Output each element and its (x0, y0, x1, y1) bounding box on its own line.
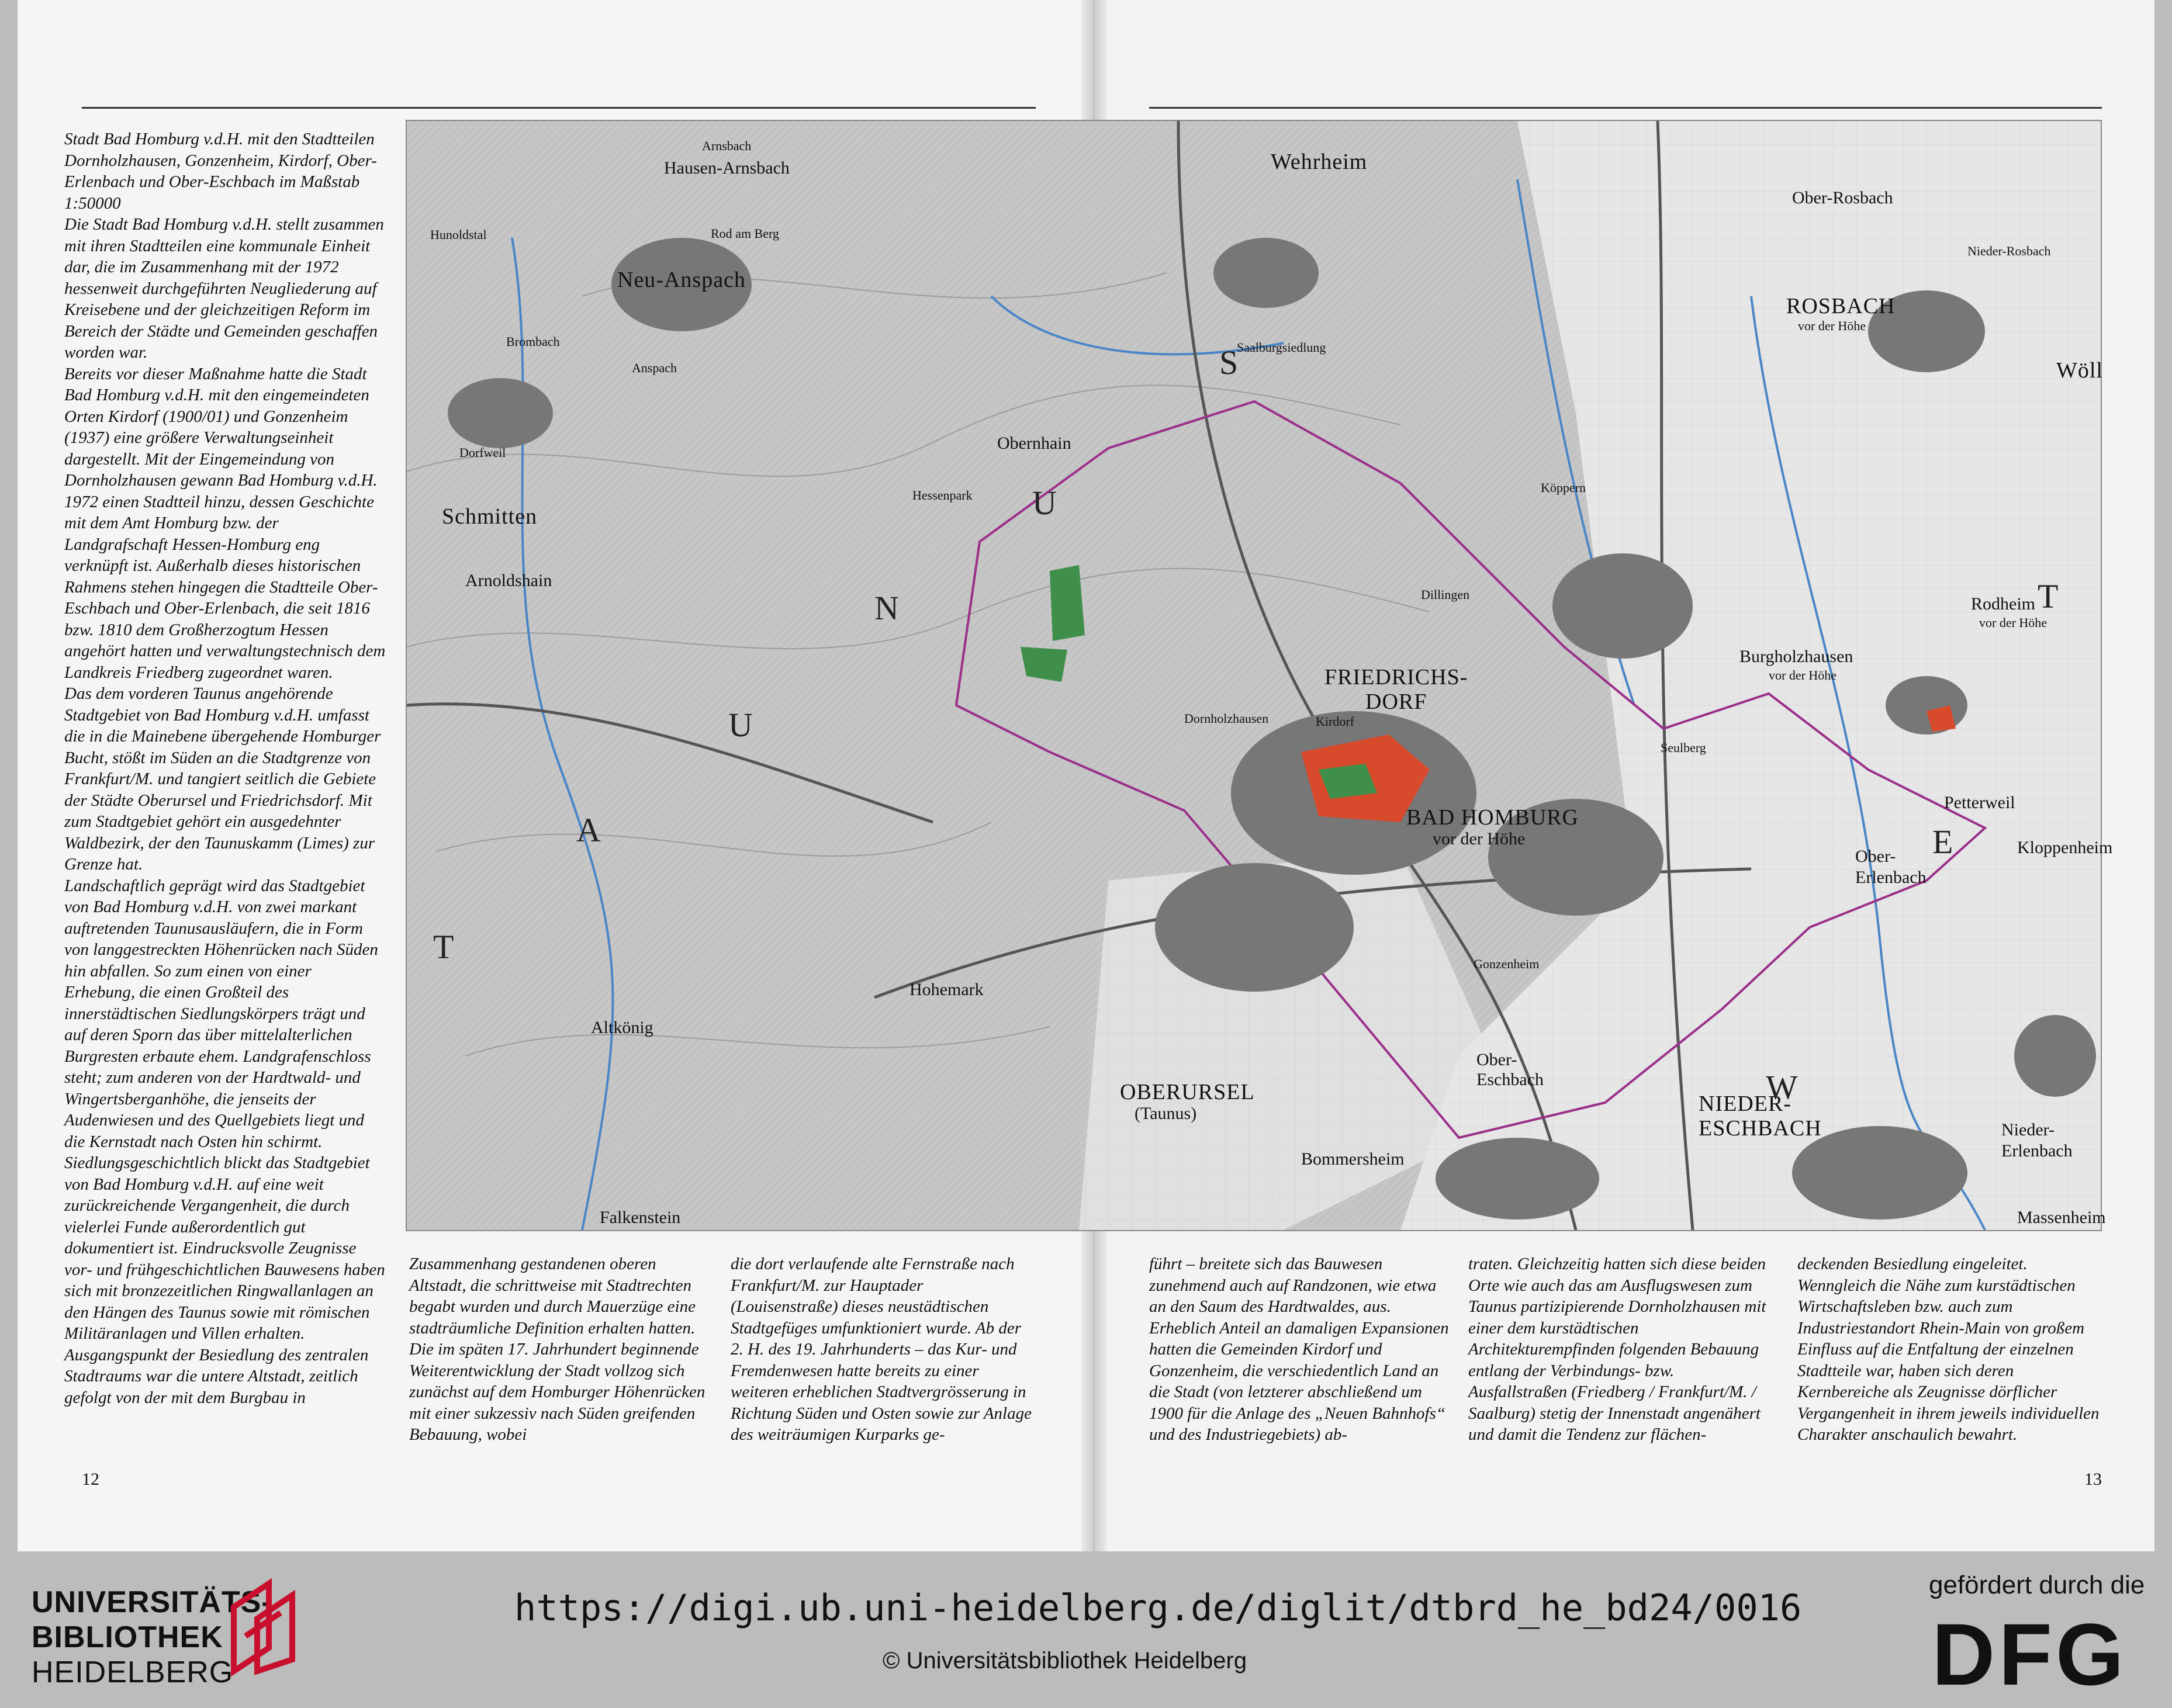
label-ober-eschbach: Ober- (1476, 1050, 1517, 1069)
text-column-1: Zusammenhang gestandenen oberen Altstadt, die schrittweise mit Stadtrechten begabt wurden und durch Mauerzüge eine stadträumliche Definition erhalten hatten. Die im späten 17. Jahrhundert beginnende Weiterentwicklung der Stadt vollzog sich zunächst auf dem Homburger Höhenrücken mit einer sukzessiv nach Süden greifenden Bebauung, wobei (409, 1255, 705, 1444)
label-ober-erlenbach: Ober- (1855, 847, 1896, 866)
label-nieder-eschbach-2: ESCHBACH (1699, 1116, 1822, 1141)
topographic-map (406, 120, 2113, 1231)
page-number-right: 13 (2084, 1470, 2102, 1489)
viewer-footer (0, 1551, 2172, 1708)
label-nieder-eschbach: NIEDER- (1699, 1092, 1791, 1116)
label-taunus-letter: U (1032, 484, 1059, 522)
caption-paragraph: Stadt Bad Homburg v.d.H. mit den Stadtteilen Dornholzhausen, Gonzenheim, Kirdorf, Ober-Erlenbach und Ober-Eschbach im Maßstab 1:50000 (64, 130, 377, 213)
label-altkoenig: Altkönig (591, 1018, 653, 1037)
library-name-line-1: UNIVERSITÄTS- (32, 1585, 272, 1619)
label-nieder-erlenbach-2: Erlenbach (2001, 1141, 2073, 1160)
label-ober-erlenbach-2: Erlenbach (1855, 868, 1927, 887)
label-hessenpark: Hessenpark (912, 488, 973, 503)
header-rule-left (82, 107, 1036, 109)
label-nieder-erlenbach: Nieder- (2001, 1120, 2055, 1139)
text-column-4: traten. Gleichzeitig hatten sich diese beiden Orte wie auch das am Ausflugswesen zum Taunus partizipierende Dornholzhausen mit einer dem kurstädtischen Architekturempfinden folgenden Bebauung entlang der Verbindungs- bzw. Ausfallstraßen (Friedberg / Frankfurt/M. / Saalburg) stetig der Innenstadt angenähert und damit die Tendenz zur flächen- (1468, 1255, 1766, 1444)
label-anspach: Anspach (632, 361, 677, 375)
label-rodheim: Rodheim (1971, 594, 2035, 614)
label-burgholzhausen-sub: vor der Höhe (1769, 668, 1837, 682)
label-bad-homburg-sub: vor der Höhe (1433, 829, 1526, 848)
label-bad-homburg: BAD HOMBURG (1406, 805, 1579, 830)
label-kloppenheim: Kloppenheim (2017, 838, 2113, 857)
map-caption-text (64, 129, 386, 1408)
label-oberursel: OBERURSEL (1120, 1080, 1255, 1104)
dfg-logo: DFG (1932, 1605, 2128, 1703)
label-rod-am-berg: Rod am Berg (711, 226, 779, 241)
label-taunus-letter: S (1219, 344, 1241, 382)
label-dorfweil: Dorfweil (459, 445, 506, 460)
label-brombach: Brombach (506, 334, 560, 349)
label-schmitten: Schmitten (442, 504, 538, 529)
label-gonzenheim: Gonzenheim (1474, 957, 1540, 971)
label-rosbach: ROSBACH (1786, 294, 1896, 318)
label-woell: Wöll (2056, 358, 2103, 383)
header-rule-right (1149, 107, 2102, 109)
label-hunoldstal: Hunoldstal (430, 227, 487, 242)
caption-paragraph: Die Stadt Bad Homburg v.d.H. stellt zusammen mit ihren Stadtteilen eine kommunale Einheit dar, die im Zusammenhang mit der 1972 hessenweit durchgeführten Neugliederung auf Kreisebene und der gleichzeitigen Reform im Bereich der Städte und Gemeinden geschaffen worden war. (64, 215, 384, 362)
caption-paragraph: Siedlungsgeschichtlich blickt das Stadtgebiet von Bad Homburg v.d.H. auf eine weit zurückreichende Vergangenheit, die durch vielerlei Funde außerordentlich gut dokumentiert ist. Eindrucksvolle Zeugnisse vor- und frühgeschichtlichen Bauwesens haben sich mit bronzezeitlichen Ringwallanlagen an den Hängen des Taunus sowie mit römischen Militäranlagen und Villen erhalten. Ausgangspunkt der Besiedlung des zentralen Stadtraums war die untere Altstadt, zeitlich gefolgt von der mit dem Burgbau in (64, 1153, 385, 1407)
text-column-2: die dort verlaufende alte Fernstraße nach Frankfurt/M. zur Hauptader (Louisenstraße) dieses neustädtischen Stadtgefüges umfunktioniert wurde. Ab der 2. H. des 19. Jahrhunderts – das Kur- und Fremdenwesen hatte bereits zu einer weiteren erheblichen Stadtvergrösserung in Richtung Süden und Osten sowie zur Anlage des weiträumigen Kurparks ge- (731, 1255, 1032, 1444)
label-petterweil: Petterweil (1944, 793, 2015, 812)
label-oberursel-sub: (Taunus) (1135, 1104, 1197, 1123)
label-wetterau-letter: T (2038, 577, 2061, 615)
label-kirdorf: Kirdorf (1316, 714, 1354, 729)
caption-paragraph: Landschaftlich geprägt wird das Stadtgebiet von Bad Homburg v.d.H. von zwei markant auftretenden Taunusausläufern, die in Form von langgestreckten Höhenrücken nach Süden hin abfallen. So zum einen von einer Erhebung, die einen Großteil des innerstädtischen Siedlungskörpers trägt und auf deren Sporn das über mittelalterlichen Burgresten erbaute ehem. Landgrafenschloss steht; zum anderen von der Hardtwald- und Wingertsberganhöhe, die jenseits der Audenwiesen und des Quellgebiets liegt und die Kernstadt nach Osten hin schirmt. (64, 876, 378, 1151)
label-rodheim-sub: vor der Höhe (1979, 615, 2048, 630)
permalink-url[interactable]: https://digi.ub.uni-heidelberg.de/diglit/dtbrd_he_bd24/0016 (514, 1586, 1802, 1629)
label-taunus-letter: T (433, 928, 456, 966)
caption-paragraph: Bereits vor dieser Maßnahme hatte die Stadt Bad Homburg v.d.H. mit den eingemeindeten Orten Kirdorf (1900/01) und Gonzenheim (1937) eine größere Verwaltungseinheit dargestellt. Mit der Eingemeindung von Dornholzhausen gewann Bad Homburg v.d.H. 1972 einen Stadtteil hinzu, dessen Geschichte mit dem Amt Homburg bzw. der Landgrafschaft Hessen-Homburg eng verknüpft ist. Außerhalb dieses historischen Rahmens stehen hingegen die Stadtteile Ober-Eschbach und Ober-Erlenbach, die seit 1816 bzw. 1810 dem Großherzogtum Hessen angehört hatten und verwaltungstechnisch dem Landkreis Friedberg zugeordnet waren. (64, 364, 386, 682)
label-dillingen: Dillingen (1421, 587, 1470, 602)
label-saalburgsiedlung: Saalburgsiedlung (1237, 340, 1326, 355)
label-koeppern: Köppern (1541, 480, 1586, 495)
label-taunus-letter: A (576, 811, 603, 849)
text-column-5: deckenden Besiedlung eingeleitet. Wenngleich die Nähe zum kurstädtischen Wirtschaftsleben bzw. auch zum Industriestandort Rhein-Main von großem Einfluss auf die Entfaltung der einzelnen Stadtteile war, haben sich deren Kernbereiche als Zeugnisse dörflicher Vergangenheit in ihrem jeweils individuellen Charakter anschaulich bewahrt. (1797, 1255, 2100, 1444)
label-hausen-arnsbach: Hausen-Arnsbach (664, 158, 790, 178)
label-dornholzhausen: Dornholzhausen (1184, 711, 1269, 726)
page-number-left: 12 (82, 1470, 99, 1489)
label-friedrichsdorf-2: DORF (1365, 690, 1427, 714)
label-wetterau-letter: W (1766, 1068, 1800, 1106)
text-column-3: führt – breitete sich das Bauwesen zunehmend auch auf Randzonen, wie etwa an den Saum des Hardtwaldes, aus. Erheblich Anteil an damaligen Expansionen hatten die Gemeinden Kirdorf und Gonzenheim, die verschiedentlich Land an die Stadt (von letzterer abschließend um 1900 für die Anlage des „Neuen Bahnhofs“ und des Industriegebiets) ab- (1149, 1255, 1449, 1444)
label-obernhain: Obernhain (997, 434, 1071, 453)
label-arnsbach: Arnsbach (702, 138, 752, 153)
library-name-line-3: HEIDELBERG (32, 1655, 234, 1689)
label-nieder-rosbach: Nieder-Rosbach (1967, 244, 2051, 258)
label-rosbach-sub: vor der Höhe (1798, 318, 1866, 333)
label-neu-anspach: Neu-Anspach (617, 268, 746, 292)
copyright-notice: © Universitätsbibliothek Heidelberg (883, 1648, 1247, 1674)
label-ober-rosbach: Ober-Rosbach (1792, 188, 1893, 207)
label-friedrichsdorf: FRIEDRICHS- (1324, 665, 1468, 690)
label-seulberg: Seulberg (1661, 740, 1706, 755)
label-wetterau-letter: E (1932, 823, 1956, 861)
label-bommersheim: Bommersheim (1301, 1149, 1405, 1169)
funding-note: gefördert durch die (1929, 1571, 2145, 1599)
caption-paragraph: Das dem vorderen Taunus angehörende Stadtgebiet von Bad Homburg v.d.H. umfasst die in die Mainebene übergehende Homburger Bucht, stößt im Süden an die Stadtgrenze von Frankfurt/M. und tangiert seitlich die Gebiete der Städte Oberursel und Friedrichsdorf. Mit zum Stadtgebiet gehört ein ausgedehnter Waldbezirk, der den Taunuskamm (Limes) zur Grenze hat. (64, 684, 381, 874)
library-logo-icon (222, 1572, 310, 1677)
label-taunus-letter: U (728, 706, 755, 744)
label-arnoldshain: Arnoldshain (465, 571, 552, 590)
label-ober-eschbach-2: Eschbach (1476, 1070, 1544, 1089)
label-massenheim: Massenheim (2017, 1208, 2106, 1227)
library-name-line-2: BIBLIOTHEK (32, 1620, 223, 1654)
label-falkenstein: Falkenstein (600, 1208, 681, 1227)
label-burgholzhausen: Burgholzhausen (1739, 647, 1853, 666)
label-hohemark: Hohemark (909, 980, 984, 999)
label-wehrheim: Wehrheim (1271, 150, 1368, 174)
label-taunus-letter: N (874, 589, 901, 627)
